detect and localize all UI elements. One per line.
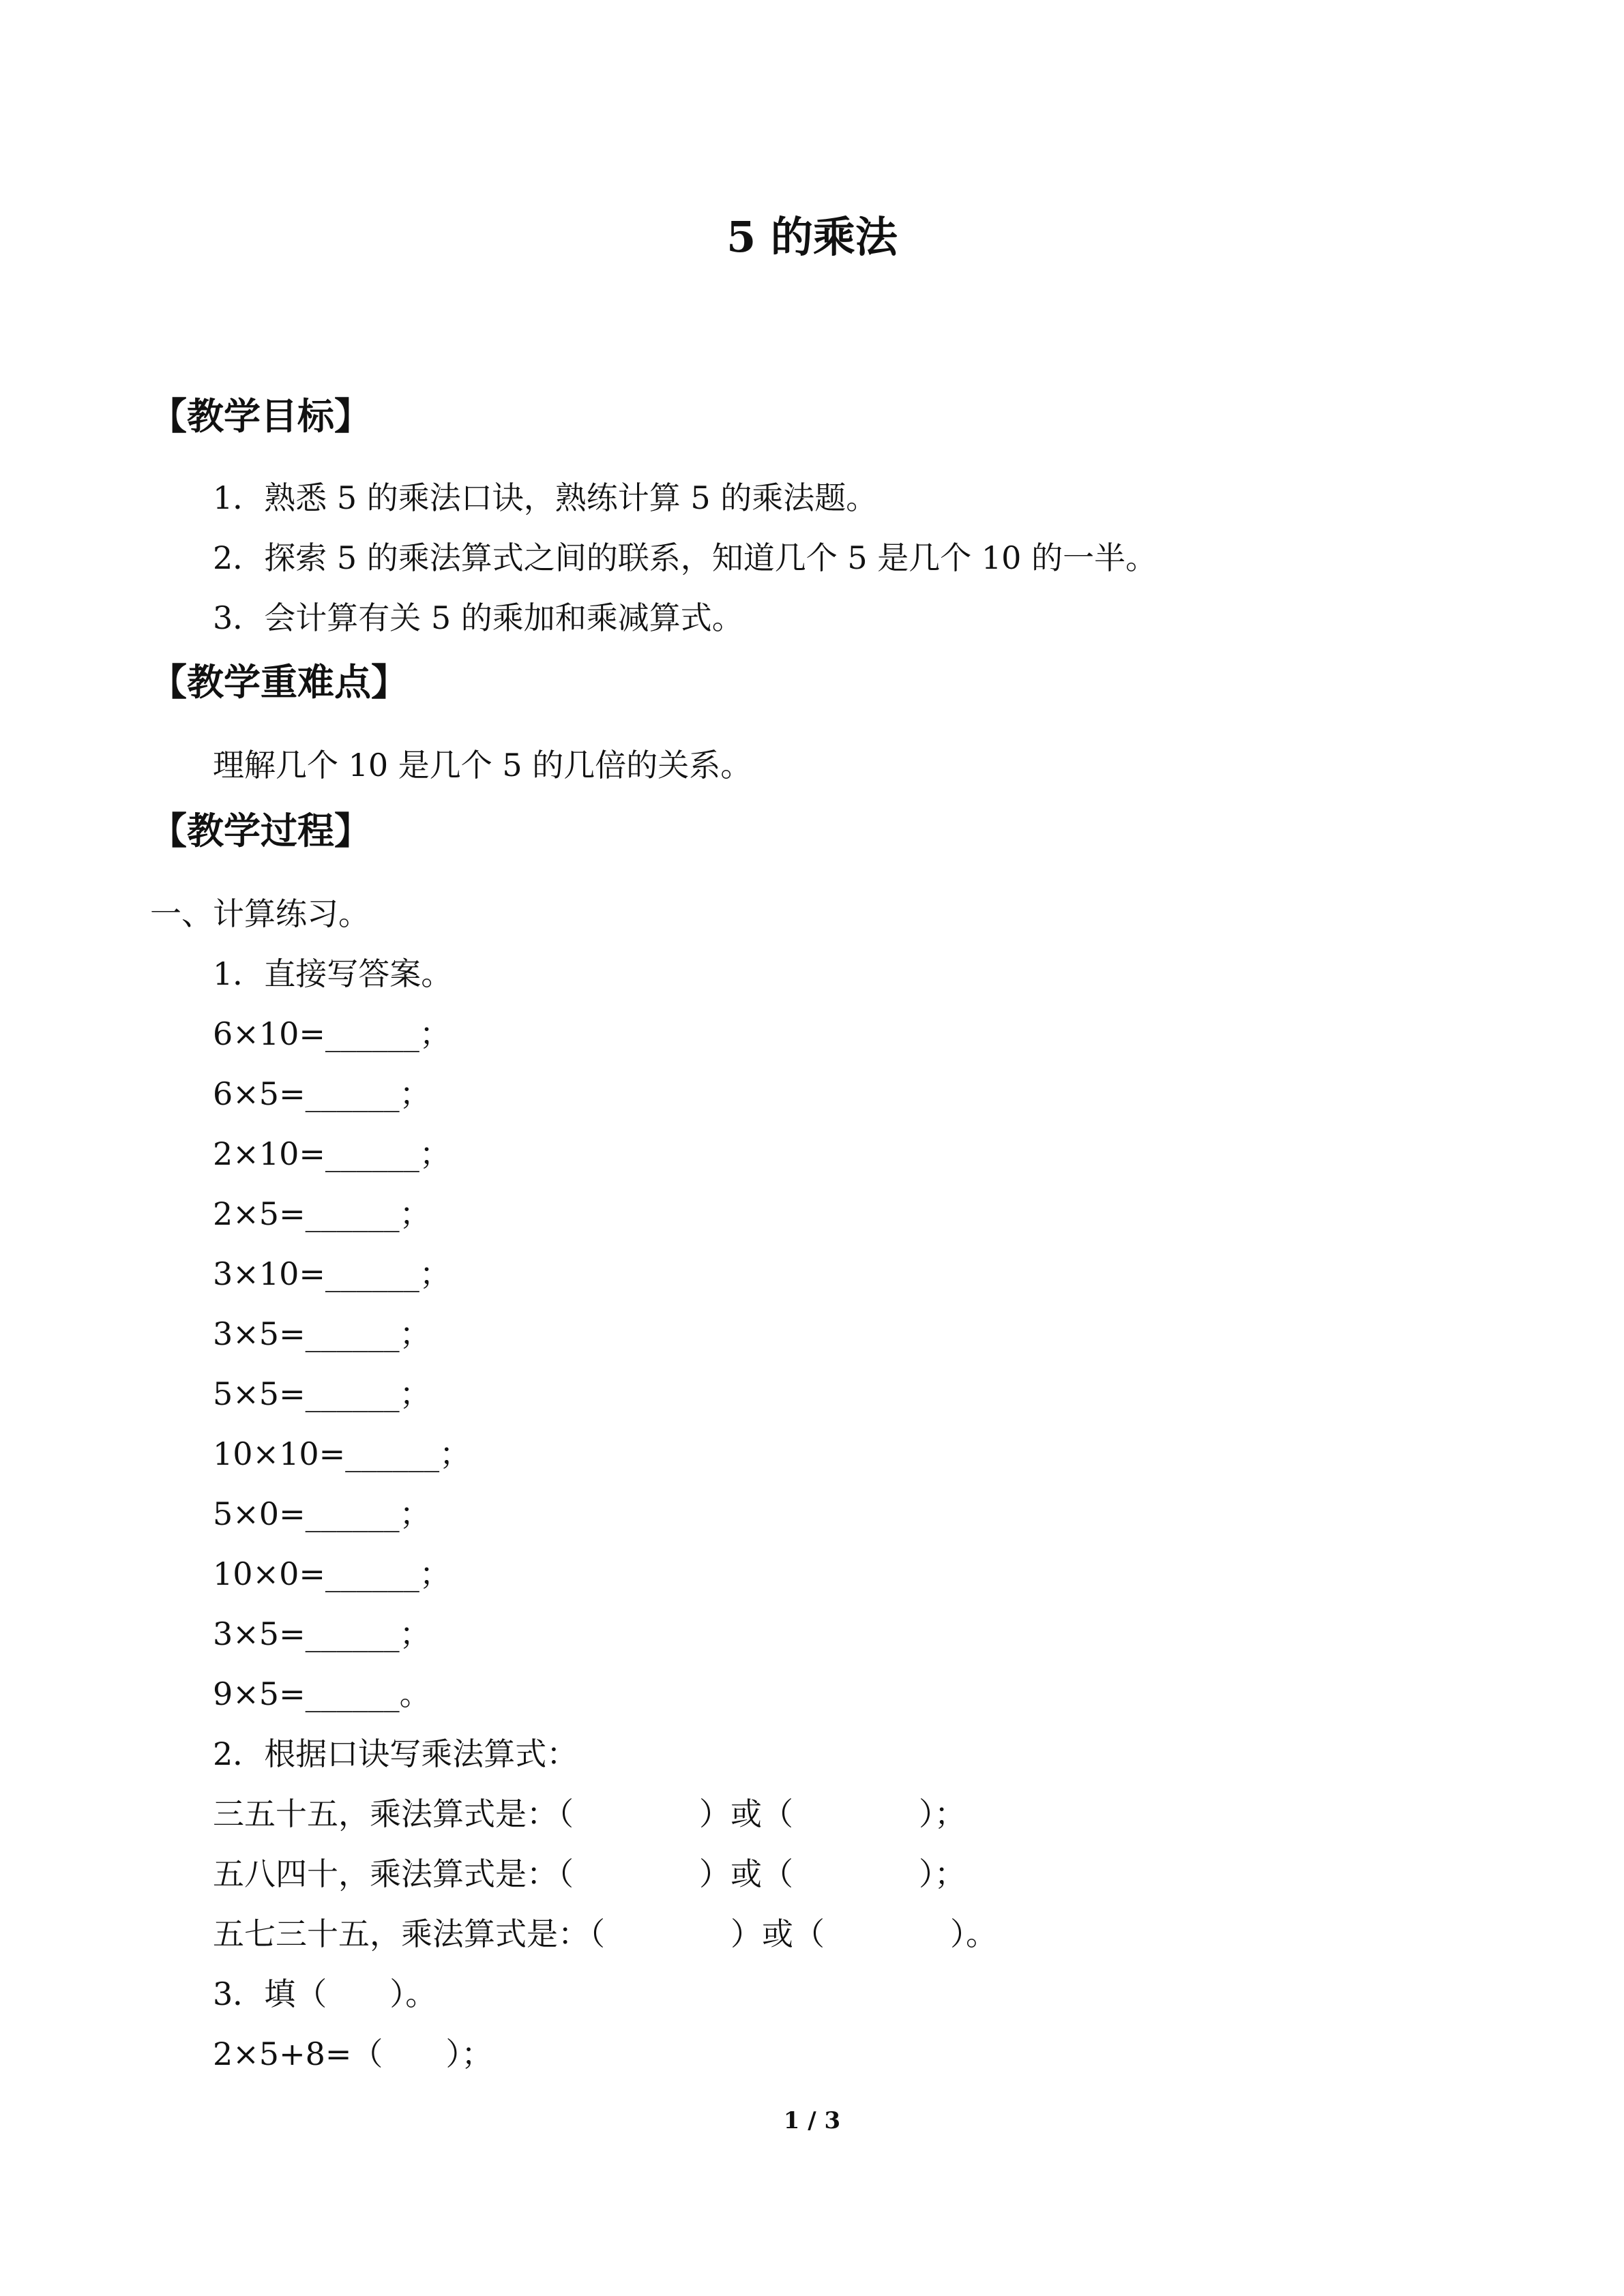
goal-item: 1．熟悉 5 的乘法口诀，熟练计算 5 的乘法题。 <box>213 479 878 516</box>
q2-item: 五八四十，乘法算式是：（ ）或（ ）； <box>213 1855 966 1892</box>
q2-item: 三五十五，乘法算式是：（ ）或（ ）； <box>213 1795 966 1832</box>
q1-item: 5×0=______； <box>213 1495 431 1532</box>
q1-item: 6×5=______； <box>213 1075 431 1112</box>
part1-title: 一、计算练习。 <box>150 895 370 932</box>
goal-item: 3．会计算有关 5 的乘加和乘减算式。 <box>213 599 743 636</box>
q1-title: 1．直接写答案。 <box>213 955 453 992</box>
goal-item: 2．探索 5 的乘法算式之间的联系，知道几个 5 是几个 10 的一半。 <box>213 539 1157 576</box>
q1-item: 10×10=______； <box>213 1435 471 1472</box>
q2-item: 五七三十五，乘法算式是：（ ）或（ ）。 <box>213 1915 997 1952</box>
q1-item: 6×10=______； <box>213 1015 451 1052</box>
q3-title: 3．填（ ）。 <box>213 1976 437 2012</box>
q1-item: 2×5=______； <box>213 1195 431 1232</box>
page-title: 5 的乘法 <box>726 212 898 262</box>
key-points-text: 理解几个 10 是几个 5 的几倍的关系。 <box>213 747 752 784</box>
page-number: 1 / 3 <box>783 2107 841 2134</box>
q3-item: 2×5+8=（ ）； <box>213 2036 493 2072</box>
key-points-heading: 【教学重难点】 <box>150 660 408 704</box>
q1-item: 3×5=______； <box>213 1615 431 1652</box>
q1-item: 9×5=______。 <box>213 1675 431 1712</box>
goals-heading: 【教学目标】 <box>150 394 371 438</box>
q1-item: 3×5=______； <box>213 1315 431 1352</box>
q2-title: 2．根据口诀写乘法算式： <box>213 1735 578 1772</box>
process-heading: 【教学过程】 <box>150 809 371 852</box>
q1-item: 5×5=______； <box>213 1375 431 1412</box>
q1-item: 10×0=______； <box>213 1555 451 1592</box>
q1-item: 3×10=______； <box>213 1255 451 1292</box>
q1-item: 2×10=______； <box>213 1135 451 1172</box>
